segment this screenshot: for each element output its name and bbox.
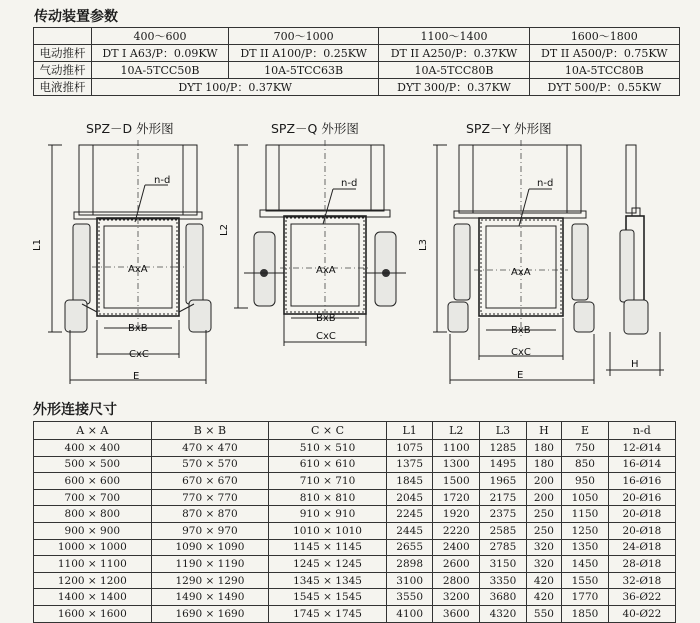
table-cell: 2445 xyxy=(386,522,433,539)
table-cell: 4320 xyxy=(480,605,527,622)
table-cell: 1075 xyxy=(386,440,433,457)
table-cell: 3100 xyxy=(386,572,433,589)
table-cell: 1500 xyxy=(433,473,480,490)
table-cell: 1375 xyxy=(386,456,433,473)
table-row xyxy=(34,556,676,573)
col-header: A × A xyxy=(34,422,152,440)
label-bxb: BxB xyxy=(316,313,336,324)
table-cell: 470 × 470 xyxy=(151,440,269,457)
table-cell: 40-Ø22 xyxy=(608,605,675,622)
param-cell: DYT 300/P：0.37KW xyxy=(379,79,529,96)
table-cell: 1000 × 1000 xyxy=(34,539,152,556)
table-cell: 1690 × 1690 xyxy=(151,605,269,622)
col-header: E xyxy=(562,422,609,440)
table-row xyxy=(34,489,676,506)
table-cell: 3150 xyxy=(480,556,527,573)
table-cell: 2785 xyxy=(480,539,527,556)
table-cell: 16-Ø14 xyxy=(608,456,675,473)
table-cell: 2220 xyxy=(433,522,480,539)
table-cell: 1245 × 1245 xyxy=(269,556,387,573)
row-label: 气动推杆 xyxy=(34,62,92,79)
table-cell: 24-Ø18 xyxy=(608,539,675,556)
param-cell: DYT 100/P：0.37KW xyxy=(92,79,379,96)
table-cell: 20-Ø18 xyxy=(608,522,675,539)
table-cell: 1400 × 1400 xyxy=(34,589,152,606)
range-cell: 1600～1800 xyxy=(529,28,679,45)
view-d-title: SPZ－D 外形图 xyxy=(86,121,174,136)
label-e: E xyxy=(133,371,140,382)
param-cell: DT II A100/P：0.25KW xyxy=(228,45,378,62)
table-cell: 1600 × 1600 xyxy=(34,605,152,622)
table-cell: 850 xyxy=(562,456,609,473)
drawing-spz-d xyxy=(32,140,211,384)
table-cell: 1450 xyxy=(562,556,609,573)
table-cell: 970 × 970 xyxy=(151,522,269,539)
table-cell: 1090 × 1090 xyxy=(151,539,269,556)
table-cell: 4100 xyxy=(386,605,433,622)
table-row xyxy=(34,506,676,523)
table-cell: 2245 xyxy=(386,506,433,523)
label-bxb: BxB xyxy=(511,325,531,336)
table-cell: 20-Ø16 xyxy=(608,489,675,506)
table-cell: 550 xyxy=(526,605,561,622)
label-l1: L1 xyxy=(32,239,43,251)
dims-body xyxy=(34,440,676,623)
table-cell: 20-Ø18 xyxy=(608,506,675,523)
col-header: L1 xyxy=(386,422,433,440)
table-cell: 800 × 800 xyxy=(34,506,152,523)
dims-title: 外形连接尺寸 xyxy=(33,402,117,418)
table-cell: 420 xyxy=(526,589,561,606)
label-e: E xyxy=(517,370,524,381)
table-cell: 250 xyxy=(526,522,561,539)
table-cell: 1850 xyxy=(562,605,609,622)
view-y-title: SPZ－Y 外形图 xyxy=(466,121,552,136)
table-cell: 2585 xyxy=(480,522,527,539)
table-cell: 32-Ø18 xyxy=(608,572,675,589)
table-cell: 1545 × 1545 xyxy=(269,589,387,606)
table-cell: 3350 xyxy=(480,572,527,589)
param-cell: DT I A63/P：0.09KW xyxy=(92,45,229,62)
table-cell: 1150 xyxy=(562,506,609,523)
col-header: n-d xyxy=(608,422,675,440)
param-cell: DYT 500/P：0.55KW xyxy=(529,79,679,96)
label-nd: n-d xyxy=(154,175,171,186)
param-cell: 10A-5TCC80B xyxy=(379,62,529,79)
table-cell: 2400 xyxy=(433,539,480,556)
table-cell: 2045 xyxy=(386,489,433,506)
table-row xyxy=(34,440,676,457)
table-cell: 1010 × 1010 xyxy=(269,522,387,539)
table-cell: 1745 × 1745 xyxy=(269,605,387,622)
table-row xyxy=(34,456,676,473)
range-cell: 700～1000 xyxy=(228,28,378,45)
table-cell: 2600 xyxy=(433,556,480,573)
table-cell: 1200 × 1200 xyxy=(34,572,152,589)
view-q-title: SPZ－Q 外形图 xyxy=(271,121,359,136)
table-cell: 28-Ø18 xyxy=(608,556,675,573)
table-cell: 950 xyxy=(562,473,609,490)
table-cell: 1550 xyxy=(562,572,609,589)
row-label: 电液推杆 xyxy=(34,79,92,96)
table-cell: 700 × 700 xyxy=(34,489,152,506)
drawing-spz-q xyxy=(219,140,406,346)
dimension-table xyxy=(33,421,676,623)
table-cell: 1050 xyxy=(562,489,609,506)
table-cell: 570 × 570 xyxy=(151,456,269,473)
col-header: L2 xyxy=(433,422,480,440)
table-cell: 1920 xyxy=(433,506,480,523)
table-cell: 400 × 400 xyxy=(34,440,152,457)
label-cxc: CxC xyxy=(511,347,531,358)
table-cell: 1285 xyxy=(480,440,527,457)
table-cell: 3550 xyxy=(386,589,433,606)
col-header: C × C xyxy=(269,422,387,440)
table-cell: 2375 xyxy=(480,506,527,523)
table-cell: 710 × 710 xyxy=(269,473,387,490)
row-label: 电动推杆 xyxy=(34,45,92,62)
table-cell: 670 × 670 xyxy=(151,473,269,490)
drawing-side-view xyxy=(606,145,664,376)
label-nd: n-d xyxy=(341,178,358,189)
range-cell: 400～600 xyxy=(92,28,229,45)
param-cell: 10A-5TCC50B xyxy=(92,62,229,79)
table-cell: 1495 xyxy=(480,456,527,473)
label-cxc: CxC xyxy=(316,331,336,342)
table-cell: 420 xyxy=(526,572,561,589)
table-cell: 1845 xyxy=(386,473,433,490)
param-cell: 10A-5TCC63B xyxy=(228,62,378,79)
table-cell: 1720 xyxy=(433,489,480,506)
table-cell: 3680 xyxy=(480,589,527,606)
label-axa: AxA xyxy=(128,264,148,275)
table-cell: 1770 xyxy=(562,589,609,606)
table-row xyxy=(34,473,676,490)
table-cell: 610 × 610 xyxy=(269,456,387,473)
table-cell: 1100 × 1100 xyxy=(34,556,152,573)
table-cell: 1490 × 1490 xyxy=(151,589,269,606)
table-cell: 180 xyxy=(526,456,561,473)
table-cell: 3200 xyxy=(433,589,480,606)
table-cell: 200 xyxy=(526,473,561,490)
label-h: H xyxy=(631,359,639,370)
table-cell: 1350 xyxy=(562,539,609,556)
table-cell: 250 xyxy=(526,506,561,523)
table-cell: 910 × 910 xyxy=(269,506,387,523)
label-bxb: BxB xyxy=(128,323,148,334)
table-cell: 2655 xyxy=(386,539,433,556)
table-cell: 36-Ø22 xyxy=(608,589,675,606)
table-cell: 1145 × 1145 xyxy=(269,539,387,556)
table-cell: 750 xyxy=(562,440,609,457)
table-cell: 1290 × 1290 xyxy=(151,572,269,589)
label-l3: L3 xyxy=(418,239,429,251)
table-row xyxy=(34,572,676,589)
table-cell: 1100 xyxy=(433,440,480,457)
col-header: B × B xyxy=(151,422,269,440)
table-cell: 1190 × 1190 xyxy=(151,556,269,573)
param-cell: 10A-5TCC80B xyxy=(529,62,679,79)
label-cxc: CxC xyxy=(129,349,149,360)
range-cell: 1100～1400 xyxy=(379,28,529,45)
label-axa: AxA xyxy=(511,267,531,278)
table-cell: 1300 xyxy=(433,456,480,473)
table-cell: 1345 × 1345 xyxy=(269,572,387,589)
table-cell: 320 xyxy=(526,539,561,556)
table-cell: 810 × 810 xyxy=(269,489,387,506)
label-nd: n-d xyxy=(537,178,554,189)
table-cell: 3600 xyxy=(433,605,480,622)
table-cell: 600 × 600 xyxy=(34,473,152,490)
param-cell: DT II A500/P：0.75KW xyxy=(529,45,679,62)
label-axa: AxA xyxy=(316,265,336,276)
table-row xyxy=(34,522,676,539)
table-cell: 1965 xyxy=(480,473,527,490)
table-cell: 2800 xyxy=(433,572,480,589)
table-cell: 1250 xyxy=(562,522,609,539)
table-cell: 16-Ø16 xyxy=(608,473,675,490)
table-cell: 2898 xyxy=(386,556,433,573)
label-l2: L2 xyxy=(219,224,230,236)
table-cell: 500 × 500 xyxy=(34,456,152,473)
table-cell: 180 xyxy=(526,440,561,457)
table-row xyxy=(34,605,676,622)
dims-header-row xyxy=(34,422,676,440)
table-cell: 200 xyxy=(526,489,561,506)
table-cell: 320 xyxy=(526,556,561,573)
drawing-spz-y xyxy=(418,140,594,384)
param-cell: DT II A250/P：0.37KW xyxy=(379,45,529,62)
table-cell: 900 × 900 xyxy=(34,522,152,539)
col-header: L3 xyxy=(480,422,527,440)
params-title: 传动装置参数 xyxy=(34,9,118,25)
table-row xyxy=(34,589,676,606)
table-cell: 870 × 870 xyxy=(151,506,269,523)
table-cell: 2175 xyxy=(480,489,527,506)
table-cell: 510 × 510 xyxy=(269,440,387,457)
table-cell: 770 × 770 xyxy=(151,489,269,506)
table-cell: 12-Ø14 xyxy=(608,440,675,457)
table-row xyxy=(34,539,676,556)
col-header: H xyxy=(526,422,561,440)
